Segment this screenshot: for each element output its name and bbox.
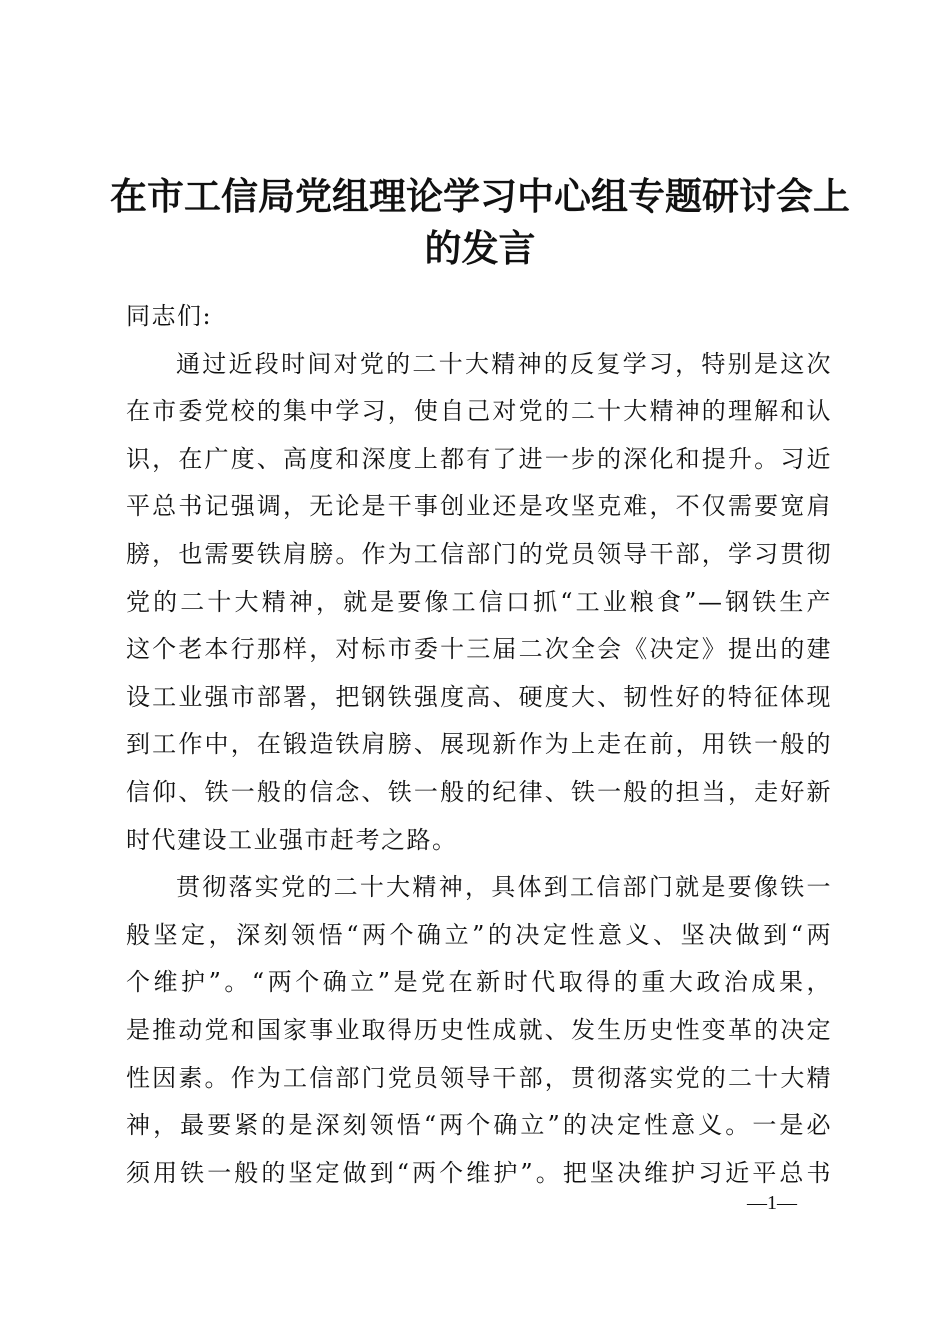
document-title bbox=[110, 170, 850, 274]
paragraph-1-line: 设工业强市部署，把钢铁强度高、硬度大、韧性好的特征体现 bbox=[126, 682, 832, 711]
paragraph-1-line: 通过近段时间对党的二十大精神的反复学习，特别是这次 bbox=[176, 349, 832, 378]
document-body bbox=[126, 293, 832, 1197]
salutation: 同志们: bbox=[126, 302, 213, 330]
paragraph-2-line: 是推动党和国家事业取得历史性成就、发生历史性变革的决定 bbox=[126, 1015, 832, 1044]
paragraph-1-line: 膀，也需要铁肩膀。作为工信部门的党员领导干部，学习贯彻 bbox=[126, 539, 832, 568]
paragraph-1-line: 到工作中，在锻造铁肩膀、展现新作为上走在前，用铁一般的 bbox=[126, 730, 832, 759]
paragraph-1-line: 这个老本行那样，对标市委十三届二次全会《决定》提出的建 bbox=[126, 635, 832, 664]
paragraph-1-line: 时代建设工业强市赶考之路。 bbox=[126, 825, 458, 854]
paragraph-2-line: 般坚定，深刻领悟“两个确立”的决定性意义、坚决做到“两 bbox=[126, 920, 832, 949]
paragraph-1-line: 党的二十大精神，就是要像工信口抓“工业粮食”—钢铁生产 bbox=[126, 587, 832, 616]
paragraph-1-line: 在市委党校的集中学习，使自己对党的二十大精神的理解和认 bbox=[126, 397, 832, 426]
paragraph-1-line: 平总书记强调，无论是干事创业还是攻坚克难，不仅需要宽肩 bbox=[126, 492, 832, 521]
paragraph-1-line: 信仰、铁一般的信念、铁一般的纪律、铁一般的担当，走好新 bbox=[126, 777, 832, 806]
paragraph-2-line: 须用铁一般的坚定做到“两个维护”。把坚决维护习近平总书 bbox=[126, 1158, 832, 1187]
paragraph-2-line: 贯彻落实党的二十大精神，具体到工信部门就是要像铁一 bbox=[176, 873, 832, 902]
paragraph-2-line: 神，最要紧的是深刻领悟“两个确立”的决定性意义。一是必 bbox=[126, 1111, 832, 1140]
title-line-1: 在市工信局党组理论学习中心组专题研讨会上 bbox=[110, 174, 850, 218]
title-line-2: 的发言 bbox=[424, 226, 536, 270]
page-number: —1— bbox=[747, 1192, 797, 1214]
paragraph-2-line: 个维护”。“两个确立”是党在新时代取得的重大政治成果， bbox=[126, 968, 832, 997]
paragraph-2-line: 性因素。作为工信部门党员领导干部，贯彻落实党的二十大精 bbox=[126, 1063, 832, 1092]
paragraph-1-line: 识，在广度、高度和深度上都有了进一步的深化和提升。习近 bbox=[126, 444, 832, 473]
